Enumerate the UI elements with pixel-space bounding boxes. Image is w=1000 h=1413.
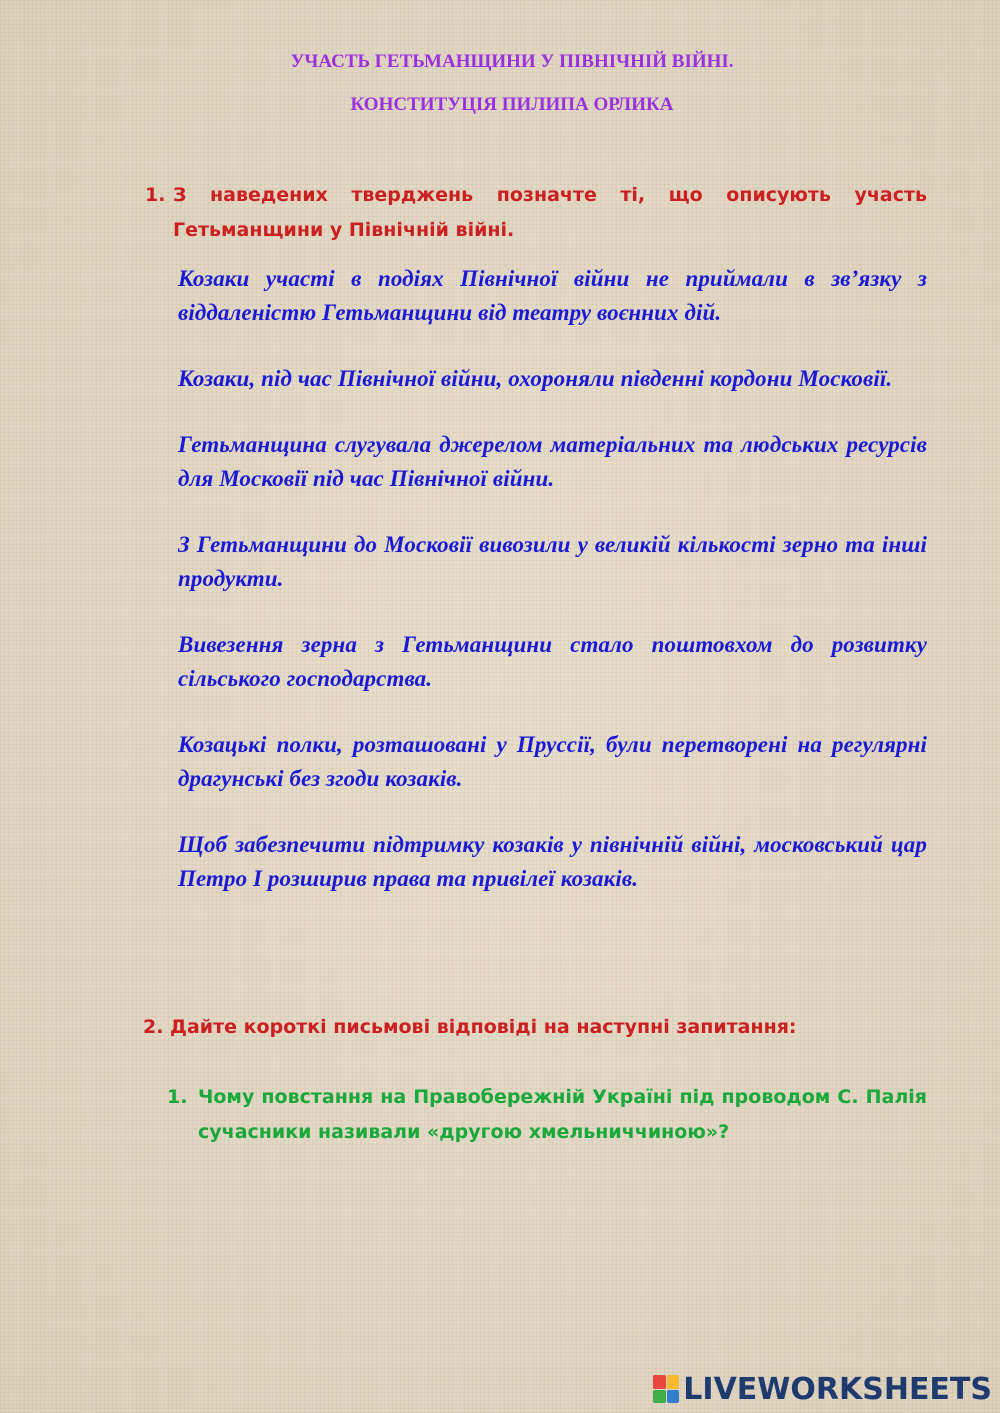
statement-list xyxy=(178,262,927,928)
statement-option[interactable]: Вивезення зерна з Гетьманщини стало поштовхом до розвитку сільського господарства. xyxy=(178,632,927,691)
brand-name: LIVEWORKSHEETS xyxy=(683,1371,992,1407)
statement-option[interactable]: Гетьманщина слугувала джерелом матеріальних та людських ресурсів для Московії під час Північної війни. xyxy=(178,432,927,491)
page-subtitle: КОНСТИТУЦІЯ ПИЛИПА ОРЛИКА xyxy=(350,94,674,115)
task-2-instruction: 2. Дайте короткі письмові відповіді на наступні запитання: xyxy=(143,1016,797,1038)
liveworksheets-logo-icon xyxy=(653,1375,679,1403)
task-1-text-line2: Гетьманщини у Північній війні. xyxy=(173,219,515,241)
task-1-number: 1. xyxy=(145,184,166,206)
statement-option[interactable]: Козаки участі в подіях Північної війни не приймали в зв’язку з віддаленістю Гетьманщини від театру воєнних дій. xyxy=(178,266,927,325)
logo-square-blue xyxy=(667,1390,680,1404)
task-1-instruction xyxy=(145,178,927,248)
liveworksheets-brand[interactable] xyxy=(653,1371,992,1407)
task-1-text xyxy=(145,178,927,248)
statement-option[interactable]: Козаки, під час Північної війни, охороняли південні кордони Московії. xyxy=(178,366,893,391)
question-1 xyxy=(167,1080,927,1150)
question-1-text: Чому повстання на Правобережній Україні під проводом С. Палія сучасники називали «другою хмельниччиною»? xyxy=(198,1086,927,1143)
statement-option[interactable]: Козацькі полки, розташовані у Пруссії, були перетворені на регулярні драгунські без згоди козаків. xyxy=(178,732,927,791)
logo-square-red xyxy=(653,1375,666,1389)
task-1-text-line1: З наведених тверджень позначте ті, що описують участь xyxy=(173,184,927,206)
logo-square-green xyxy=(653,1390,666,1404)
statement-option[interactable]: З Гетьманщини до Московії вивозили у великій кількості зерно та інші продукти. xyxy=(178,532,927,591)
statement-option[interactable]: Щоб забезпечити підтримку козаків у північній війні, московський цар Петро І розширив права та привілеї козаків. xyxy=(178,832,927,891)
question-1-number: 1. xyxy=(167,1086,188,1108)
logo-square-yellow xyxy=(667,1375,680,1389)
page-title: УЧАСТЬ ГЕТЬМАНЩИНИ У ПІВНІЧНІЙ ВІЙНІ. xyxy=(290,51,734,72)
